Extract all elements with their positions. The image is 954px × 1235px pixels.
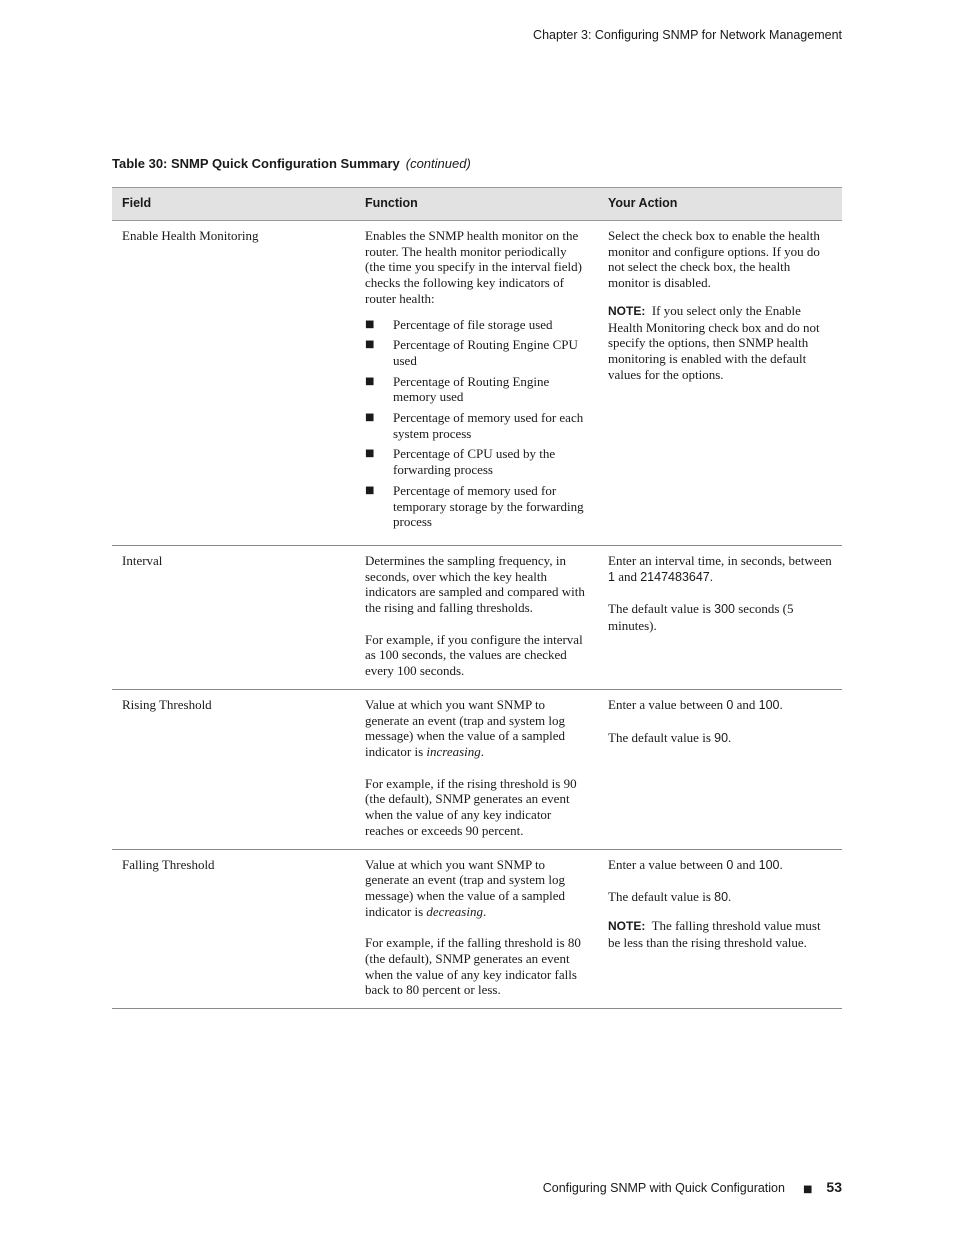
action-cell: [598, 849, 842, 1009]
function-cell: [355, 221, 598, 546]
text-span: .: [482, 903, 487, 919]
action-text: [608, 697, 832, 714]
text-span: .: [728, 889, 732, 905]
table-row: [112, 545, 842, 689]
footer-section-title: Configuring SNMP with Quick Configuration: [542, 1181, 785, 1195]
action-text: [608, 857, 832, 874]
text-span: .: [779, 696, 783, 712]
table-header-row: [112, 188, 842, 221]
text-span: and: [733, 856, 759, 872]
running-header: Chapter 3: Configuring SNMP for Network Management: [533, 28, 842, 42]
text-span: .: [709, 568, 714, 584]
text-span: The default value is: [608, 729, 715, 745]
emphasis: decreasing: [426, 903, 483, 919]
snmp-summary-table: [112, 187, 842, 1009]
function-cell: [355, 545, 598, 689]
text-span: The default value is: [608, 601, 715, 617]
list-item: ■ Percentage of Routing Engine memory used: [365, 374, 588, 405]
separator-square-icon: ■: [802, 1184, 813, 1195]
function-example: For example, if the rising threshold is 90 (the default), SNMP generates an event when the value of any key indicator reaches or exceeds 90 percent.: [365, 775, 577, 838]
health-indicator-list: [365, 317, 588, 530]
function-text: Determines the sampling frequency, in seconds, over which the key health indicators are sampled and compared with the rising and falling thresholds.: [365, 552, 585, 616]
max-value: 100: [758, 857, 780, 872]
text-span: and: [733, 696, 759, 712]
text-span: and: [614, 568, 641, 584]
table-row: [112, 849, 842, 1009]
field-cell: Falling Threshold: [112, 849, 355, 1009]
min-value: 0: [726, 697, 734, 712]
action-cell: [598, 221, 842, 546]
default-text: [608, 889, 832, 906]
column-header-field: Field: [112, 188, 355, 221]
action-text: Select the check box to enable the health monitor and configure options. If you do not select the check box, the health monitor is disabled.: [608, 228, 820, 291]
continued-label: (continued): [405, 156, 471, 171]
table-row: [112, 689, 842, 849]
table-title: Table 30: SNMP Quick Configuration Summary: [112, 156, 400, 171]
text-span: .: [480, 743, 485, 759]
field-cell: Rising Threshold: [112, 689, 355, 849]
function-cell: [355, 689, 598, 849]
text-span: Value at which you want SNMP to generate an event (trap and system log message) when the value of a sampled indicator is: [365, 856, 565, 919]
list-item: ■ Percentage of Routing Engine CPU used: [365, 337, 588, 368]
emphasis: increasing: [426, 743, 481, 759]
text-span: .: [779, 856, 783, 872]
note: [608, 303, 832, 383]
function-text: [365, 857, 588, 920]
max-value: 2147483647: [640, 569, 710, 584]
min-value: 1: [608, 569, 615, 584]
note-text: If you select only the Enable Health Monitoring check box and do not specify the options, then SNMP health monitoring is enabled with the default values for the options.: [608, 302, 820, 382]
action-cell: [598, 689, 842, 849]
function-text: Enables the SNMP health monitor on the router. The health monitor periodically (the time you specify in the interval field) checks the following key indicators of router health:: [365, 228, 582, 306]
list-item: ■ Percentage of file storage used: [365, 317, 588, 333]
function-example: For example, if the falling threshold is 80 (the default), SNMP generates an event when the value of any key indicator falls back to 80 percent or less.: [365, 935, 581, 998]
table-row: [112, 221, 842, 546]
min-value: 0: [726, 857, 734, 872]
text-span: Enter a value between: [608, 696, 727, 712]
column-header-function: Function: [355, 188, 598, 221]
page-footer: [543, 1179, 842, 1195]
table-caption: [112, 156, 471, 171]
field-cell: Interval: [112, 545, 355, 689]
action-cell: [598, 545, 842, 689]
note-text: The falling threshold value must be less than the rising threshold value.: [608, 917, 821, 950]
default-value: 90: [714, 730, 729, 745]
text-span: Enter an interval time, in seconds, between: [608, 552, 832, 568]
text-span: seconds (5 minutes).: [608, 601, 794, 634]
note-label: NOTE:: [608, 918, 646, 933]
list-item: ■ Percentage of memory used for temporary storage by the forwarding process: [365, 483, 588, 530]
function-cell: [355, 849, 598, 1009]
default-value: 80: [714, 890, 729, 905]
default-text: [608, 730, 832, 747]
max-value: 100: [758, 697, 780, 712]
text-span: The default value is: [608, 889, 715, 905]
note: [608, 918, 832, 950]
function-example: For example, if you configure the interval as 100 seconds, the values are checked every 100 seconds.: [365, 631, 583, 679]
field-cell: Enable Health Monitoring: [112, 221, 355, 546]
note-label: NOTE:: [608, 303, 646, 318]
action-text: [608, 553, 832, 585]
text-span: Enter a value between: [608, 856, 727, 872]
list-item: ■ Percentage of CPU used by the forwarding process: [365, 446, 588, 477]
default-value: 300: [714, 602, 735, 617]
page-number: 53: [826, 1179, 842, 1195]
default-text: [608, 601, 832, 633]
text-span: Value at which you want SNMP to generate an event (trap and system log message) when the value of a sampled indicator is: [365, 696, 565, 759]
text-span: .: [728, 729, 732, 745]
function-text: [365, 697, 588, 760]
column-header-your-action: Your Action: [598, 188, 842, 221]
list-item: ■ Percentage of memory used for each system process: [365, 410, 588, 441]
